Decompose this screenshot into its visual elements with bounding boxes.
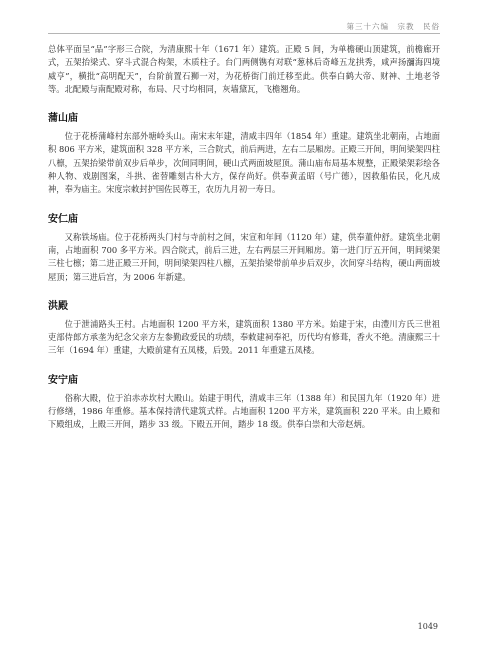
page-number: 1049	[417, 622, 438, 631]
section-title: 安仁庙	[48, 213, 78, 225]
section-body: 位于泄浦路头王村。占地面积 1200 平方米，建筑面积 1380 平方米。始建于宋，由澧川方氏三世祖吏部侍郎方承垄为纪念父亲方左参勤政爱民的功绩，奉敕建祠奉祀，历代均有修葺，香火不绝。清康熙三十三年（1694 年）重建，大殿前建有五凤楼，后毁。2011 年重建五凤楼。	[48, 318, 440, 356]
section-title: 蒲山庙	[48, 113, 78, 125]
section-hong-hall	[48, 300, 440, 358]
section-title: 安宁庙	[48, 374, 78, 386]
section-anren-temple	[48, 213, 440, 284]
intro-paragraph: 总体平面呈“品”字形三合院，为清康熙十年（1671 年）建筑。正殿 5 间，为单檐硬山顶建筑，前檐廊开式，五架抬梁式、穿斗式混合构架，木质柱子。台门两侧镌有对联“葱林后奇峰五龙拱秀，咸声扬瀰海四境威亨”，横批“高明配天”，台阶前置石狮一对，为花桥街门前迁移至此。供奉白鹤大帝、财神、土地老爷等。北配殿与南配殿对称，布局、尺寸均相同，灰墙黛瓦，飞檐翘角。	[48, 44, 440, 94]
section-anning-temple	[48, 374, 440, 432]
header-rule	[48, 33, 440, 34]
running-header: 第三十六编 宗教 民俗	[346, 22, 440, 31]
section-body: 又称铁场庙。位于花桥两头门村与寺前村之间，宋宣和年间（1120 年）建，供奉董仲舒。建筑坐北朝南，占地面积 700 多平方米。四合院式，前后三进，左右两层三开间厢房。第一进门厅五开间，明间梁架三柱七檩；第二进正殿三开间，明间梁架四柱八檩，五架抬梁带前单步后双步，次间穿斗结构，硬山两面坡屋顶；第三进后宫，为 2006 年新建。	[48, 231, 440, 282]
section-pushan-temple	[48, 112, 440, 196]
page-content	[48, 43, 440, 432]
section-body: 位于花桥蒲峰村东部外塘岭头山。南宋末年建，清咸丰四年（1854 年）重建。建筑坐北朝南，占地面积 806 平方米，建筑面积 328 平方米，三合院式，前后两进，左右二层厢房。正殿三开间，明间梁架四柱八檩，五架抬梁带前双步后单步，次间同明间，硬山式两面坡屋顶。蒲山庙布局基本规整，正殿梁架彩绘各种人物、戏剧图案，斗拱、雀替雕刻古朴大方，保存尚好。供奉黄孟昭（号广德），因救船佑民，化凡成神，奉为庙主。宋度宗敕封护国佐民尊王，农历九月初一寿日。	[48, 131, 440, 195]
section-body: 俗称大殿，位于泊赤赤坎村大殿山。始建于明代，清咸丰三年（1388 年）和民国九年（1920 年）进行修缮，1986 年重修。基本保持清代建筑式样。占地面积 1200 平方米，建筑面积 220 平米。由上殿和下殿组成，上殿三开间，踏步 33 级。下殿五开间，踏步 18 级。供奉白崇和大帝赵炳。	[48, 392, 440, 430]
section-title: 洪殿	[48, 300, 68, 312]
